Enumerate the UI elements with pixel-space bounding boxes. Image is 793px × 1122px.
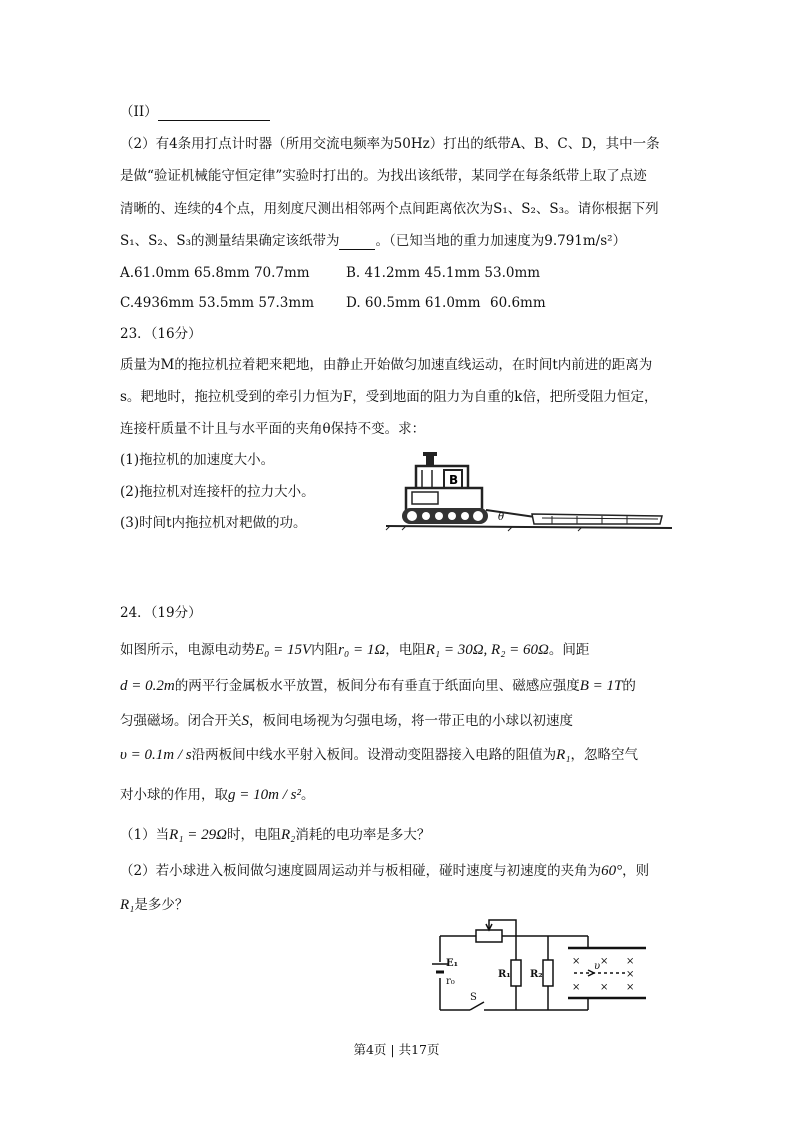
q24-sub2: （2）若小球进入板间做匀速度圆周运动并与板相碰，碰时速度与初速度的夹角为60°，则 <box>120 863 650 879</box>
q23-line3: 连接杆质量不计且与水平面的夹角θ保持不变。求： <box>120 421 426 437</box>
cross-1: × <box>572 956 581 967</box>
label-R2: R₂ <box>530 969 543 980</box>
cross-3: × <box>626 956 635 967</box>
cross-4: × <box>626 969 635 980</box>
option-d: D. 60.5mm 61.0mm <box>346 295 481 311</box>
option-a: A.61.0mm 65.8mm 70.7mm <box>120 265 310 281</box>
q23-sub2: (2)拖拉机对连接杆的拉力大小。 <box>120 484 315 500</box>
option-d-value3: 60.6mm <box>490 295 546 311</box>
q24-line1: 如图所示，电源电动势E₀ = 15V内阻r₀ = 1Ω，电阻R₁ = 30Ω, R₂ = 60Ω。间距 <box>120 642 590 658</box>
q24-sub2-line2: R₁是多少？ <box>120 897 189 913</box>
q23-line1: 质量为M的拖拉机拉着耙来耙地，由静止开始做匀加速直线运动，在时间t内前进的距离为 <box>120 357 653 373</box>
q22-line2: 是做“验证机械能守恒定律”实验时打出的。为找出该纸带，某同学在每条纸带上取了点迹 <box>120 168 647 184</box>
label-v: υ <box>594 961 601 972</box>
label-r0: r₀ <box>446 976 455 987</box>
q24-line2: d = 0.2m的两平行金属板水平放置，板间分布有垂直于纸面向里、磁感应强度B = 1T的 <box>120 678 636 694</box>
answer-blank-II[interactable] <box>158 106 270 121</box>
q22-line3: 清晰的、连续的4个点，用刻度尺测出相邻两个点间距离依次为S₁、S₂、S₃。请你根据下列 <box>120 201 659 217</box>
cross-7: × <box>626 982 635 993</box>
label-R1: R₁ <box>498 969 511 980</box>
option-b: B. 41.2mm 45.1mm 53.0mm <box>346 265 541 281</box>
option-c: C.4936mm 53.5mm 57.3mm <box>120 295 315 311</box>
q22-line4: S₁、S₂、S₃的测量结果确定该纸带为 。（已知当地的重力加速度为9.791m/s²） <box>120 233 627 249</box>
q23-sub3: (3)时间t内拖拉机对耙做的功。 <box>120 515 307 531</box>
cross-6: × <box>600 982 609 993</box>
q24-line5: 对小球的作用，取g = 10m / s²。 <box>120 787 315 803</box>
q24-line4: υ = 0.1m / s沿两板间中线水平射入板间。设滑动变阻器接入电路的阻值为R₁，忽略空气 <box>120 747 638 763</box>
cross-5: × <box>572 982 581 993</box>
q23-header: 23．（16分） <box>120 326 202 342</box>
label-E1: E₁ <box>446 958 459 969</box>
q24-sub1: （1）当R₁ = 29Ω时，电阻R₂消耗的电功率是多大？ <box>120 827 431 843</box>
q22-line1: （2）有4条用打点计时器（所用交流电频率为50Hz）打出的纸带A、B、C、D，其中一条 <box>120 136 660 152</box>
svg-text:B: B <box>449 473 459 487</box>
theta-label: θ <box>498 512 505 523</box>
q23-line2: s。耙地时，拖拉机受到的牵引力恒为F，受到地面的阻力为自重的k倍，把所受阻力恒定， <box>120 389 658 405</box>
cross-2: × <box>600 956 609 967</box>
q24-line3: 匀强磁场。闭合开关S，板间电场视为匀强电场，将一带正电的小球以初速度 <box>120 713 573 729</box>
q24-header: 24．（19分） <box>120 605 202 621</box>
label-II: （II） <box>120 103 270 121</box>
tractor-figure <box>382 450 674 532</box>
label-S: S <box>470 992 477 1003</box>
page-footer: 第4页 | 共17页 <box>353 1042 440 1057</box>
q23-sub1: (1)拖拉机的加速度大小。 <box>120 452 275 468</box>
answer-blank-tape[interactable] <box>339 235 375 250</box>
circuit-diagram <box>428 914 650 1016</box>
